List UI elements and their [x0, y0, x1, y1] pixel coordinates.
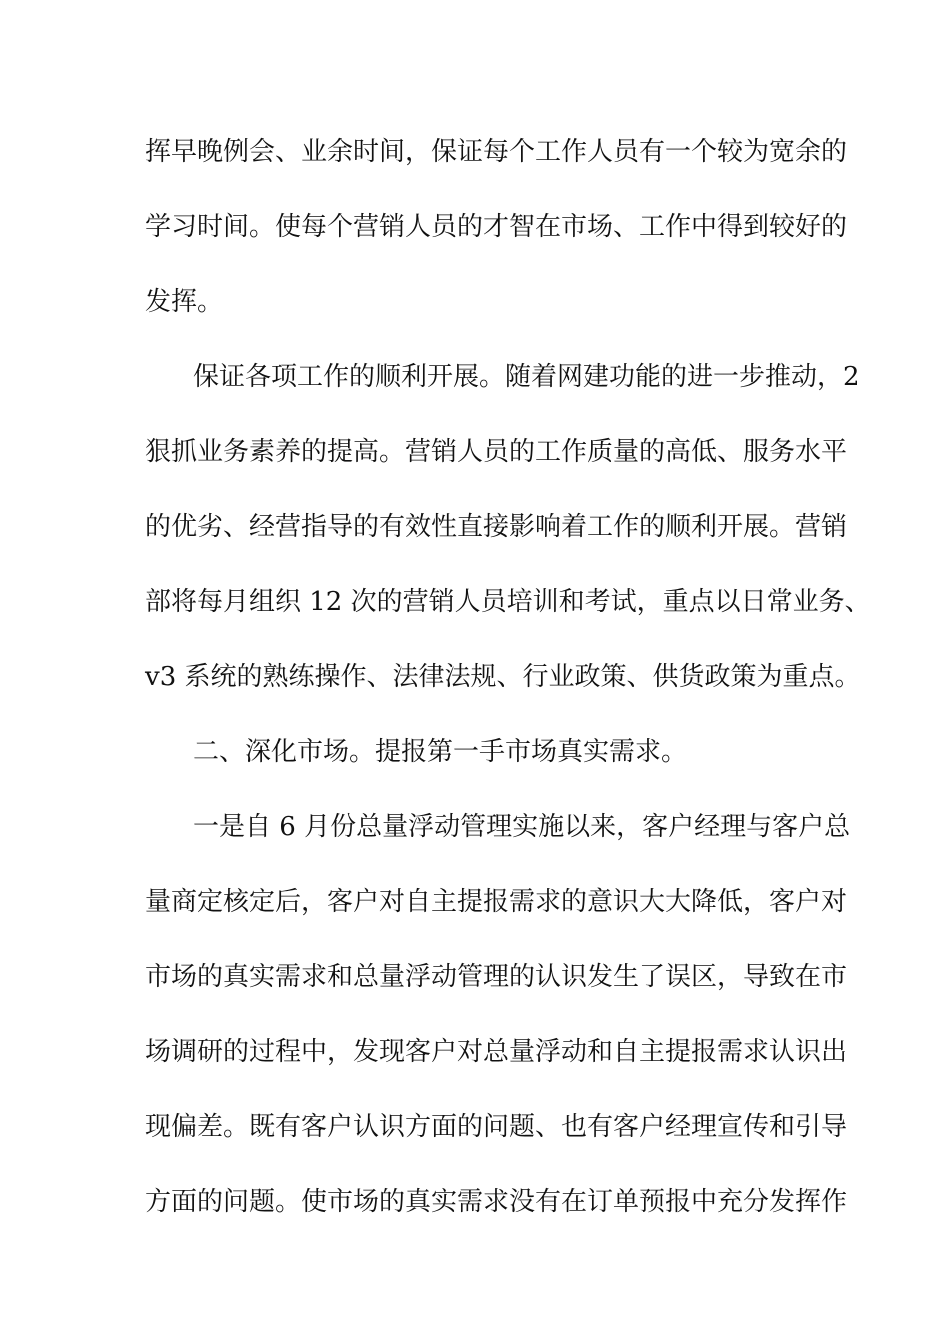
text-line: 挥早晚例会、业余时间，保证每个工作人员有一个较为宽余的 — [145, 137, 848, 167]
text-line: 市场的真实需求和总量浮动管理的认识发生了误区，导致在市 — [145, 962, 848, 992]
text-line: 方面的问题。使市场的真实需求没有在订单预报中充分发挥作 — [145, 1187, 848, 1217]
text-line: 学习时间。使每个营销人员的才智在市场、工作中得到较好的 — [145, 212, 848, 242]
text-line: 发挥。 — [145, 287, 224, 317]
paragraph-start-line: 保证各项工作的顺利开展。随着网建功能的进一步推动，2 — [193, 362, 860, 392]
text-line: 现偏差。既有客户认识方面的问题、也有客户经理宣传和引导 — [145, 1112, 848, 1142]
section-heading: 二、深化市场。提报第一手市场真实需求。 — [193, 737, 688, 767]
text-line: 部将每月组织 12 次的营销人员培训和考试，重点以日常业务、 — [145, 587, 871, 617]
text-line: 场调研的过程中，发现客户对总量浮动和自主提报需求认识出 — [145, 1037, 848, 1067]
text-line: 的优劣、经营指导的有效性直接影响着工作的顺利开展。营销 — [145, 512, 848, 542]
text-line: 狠抓业务素养的提高。营销人员的工作质量的高低、服务水平 — [145, 437, 848, 467]
text-line: v3 系统的熟练操作、法律法规、行业政策、供货政策为重点。 — [145, 662, 861, 692]
text-line: 量商定核定后，客户对自主提报需求的意识大大降低，客户对 — [145, 887, 848, 917]
paragraph-start-line: 一是自 6 月份总量浮动管理实施以来，客户经理与客户总 — [193, 812, 851, 842]
